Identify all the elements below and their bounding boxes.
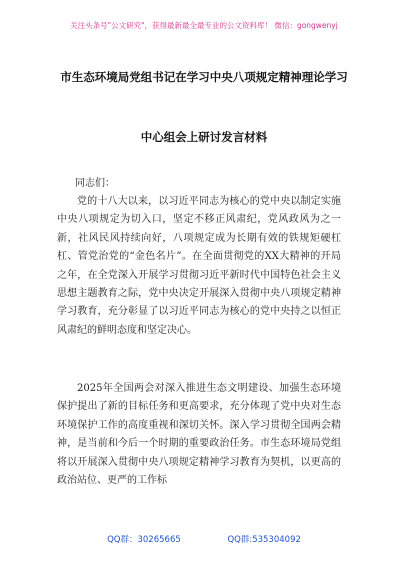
footer-contacts [0,533,408,545]
body-paragraph-1: 党的十八大以来，以习近平同志为核心的党中央以制定实施中央八项规定为切入口，坚定不移正风肃纪，党风政风为之一新，社风民风持续向好，八项规定成为长期有效的铁规矩硬杠杠、管党治党的“金色名片”。在全面贯彻党的XX大精神的开局之年，在全党深入开展学习贯彻习近平新时代中国特色社会主义思想主题教育之际，党中央决定开展深入贯彻中央八项规定精神学习教育，充分彰显了以习近平同志为核心的党中央持之以恒正风肃纪的鲜明态度和坚定决心。 [57,196,341,336]
body-paragraph-2: 2025年全国两会对深入推进生态文明建设、加强生态环境保护提出了新的目标任务和更高要求，充分体现了党中央对生态环境保护工作的高度重视和深切关怀。深入学习贯彻全国两会精神，是当前和今后一个时期的重要政治任务。市生态环境局党组将以开展深入贯彻中央八项规定精神学习教育为契机，以更高的政治站位、更严的工作标 [57,383,341,487]
qq-group-1: QQ群：30265665 [107,535,181,545]
salutation: 同志们： [75,178,115,189]
qq-group-2: QQ群:535304092 [227,535,301,545]
document-title-line1: 市生态环境局党组书记在学习中央八项规定精神理论学习 [60,70,348,84]
document-title-line2: 中心组会上研讨发言材料 [140,130,268,144]
header-banner: 关注头条号"公文研究"，获得最新最全最专业的公文资料库！ 微信：gongwenyj [70,21,338,30]
